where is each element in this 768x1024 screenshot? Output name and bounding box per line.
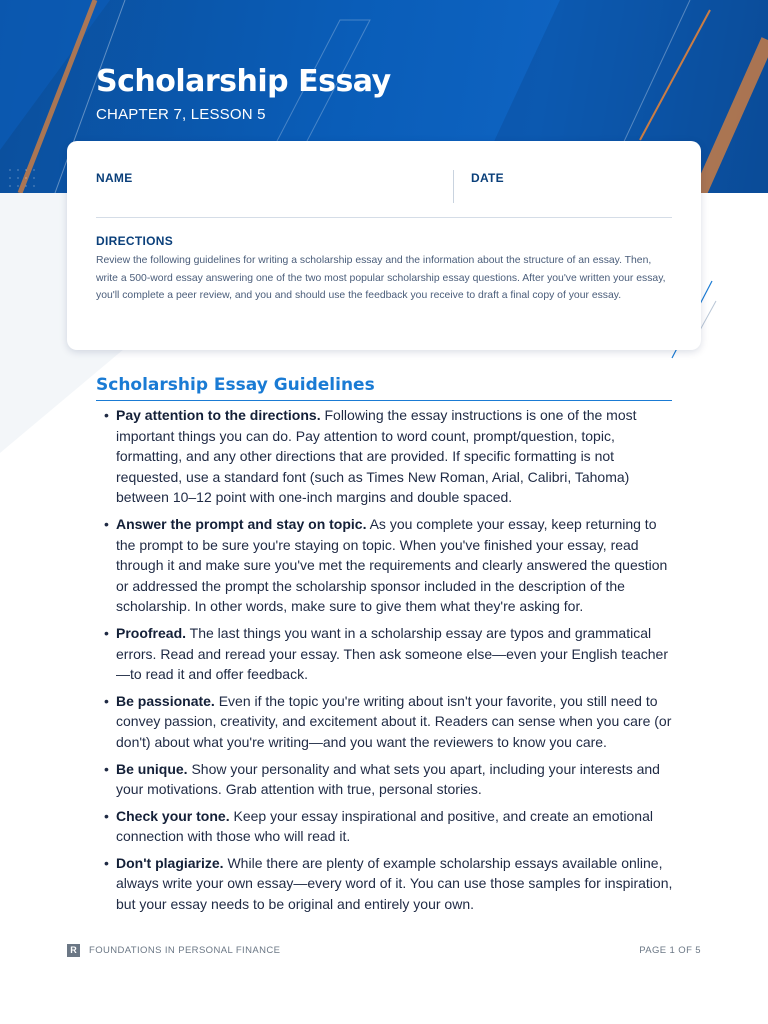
logo: R	[67, 944, 80, 957]
guideline-item	[104, 623, 676, 685]
guidelines-divider	[96, 400, 672, 401]
guideline-heading: Answer the prompt and stay on topic.	[116, 515, 367, 532]
guideline-item	[104, 691, 676, 753]
guideline-text: Even if the topic you're writing about isn't your favorite, you still need to convey passion, creativity, and excitement about it. Readers can sense when you care (or don't) about what you're writing—and you want the reviewers to know you care.	[116, 692, 672, 750]
guideline-heading: Be passionate.	[116, 692, 215, 709]
bullet-marker: •	[104, 760, 109, 777]
course-name: FOUNDATIONS IN PERSONAL FINANCE	[89, 945, 281, 956]
field-underline	[96, 217, 672, 218]
bullet-marker: •	[104, 854, 109, 871]
bullet-marker: •	[104, 807, 109, 824]
guideline-heading: Pay attention to the directions.	[116, 407, 321, 423]
guideline-heading: Proofread.	[116, 624, 187, 641]
bullet-marker: •	[104, 624, 109, 641]
guideline-item	[104, 514, 676, 617]
name-label: NAME	[96, 171, 133, 185]
guideline-heading: Check your tone.	[116, 807, 230, 824]
lesson-subtitle: CHAPTER 7, LESSON 5	[96, 106, 266, 123]
guideline-heading: Don't plagiarize.	[116, 854, 224, 871]
guideline-text: As you complete your essay, keep returning to the prompt to be sure you're staying on topic. When you've finished your essay, read through it and make sure you've met the requirements and clearly answered the question or addressed the prompt the scholarship sponsor included in the description of the scholarship. In other words, make sure to give them what they're asking for.	[116, 515, 668, 615]
guideline-item	[104, 759, 676, 800]
page-number: PAGE 1 OF 5	[639, 945, 701, 956]
guidelines-list	[104, 405, 676, 921]
bullet-marker: •	[104, 692, 109, 709]
guideline-text: Keep your essay inspirational and positive, and create an emotional connection with those who will read it.	[116, 807, 653, 845]
guideline-text: While there are plenty of example scholarship essays available online, always write your own essay—every word of it. You can use those samples for inspiration, but your essay needs to be original and entirely your own.	[116, 854, 673, 913]
guideline-text: The last things you want in a scholarship essay are typos and grammatical errors. Read and reread your essay. Then ask someone else—even your English teacher—to read it and offer feedback.	[116, 624, 669, 683]
field-divider	[453, 170, 454, 203]
guideline-item	[104, 853, 676, 915]
guideline-item	[104, 806, 676, 847]
bullet-marker: •	[104, 515, 109, 532]
guideline-item	[104, 405, 676, 508]
guidelines-heading: Scholarship Essay Guidelines	[96, 375, 375, 395]
guideline-heading: Be unique.	[116, 760, 188, 777]
student-info-card	[67, 141, 701, 350]
directions-text: Review the following guidelines for writing a scholarship essay and the information about the structure of an essay. Then, write a 500-word essay answering one of the two most popular scholarship essay questions. After you've written your essay, you'll complete a peer review, and you and should use the feedback you receive to draft a final copy of your essay.	[96, 255, 666, 301]
date-label: DATE	[471, 171, 504, 185]
guideline-text: Following the essay instructions is one of the most important things you can do. Pay attention to word count, prompt/question, topic, formatting, and any other directions that are provided. If specific formatting is not requested, use a standard font (such as Times New Roman, Arial, Calibri, Tahoma) between 10–12 point with one-inch margins and double spaced.	[116, 407, 637, 506]
page-title: Scholarship Essay	[96, 64, 391, 99]
guideline-text: Show your personality and what sets you apart, including your interests and your motivations. Grab attention with true, personal stories.	[116, 760, 660, 798]
directions-label: DIRECTIONS	[96, 234, 174, 248]
bullet-marker: •	[104, 407, 109, 423]
